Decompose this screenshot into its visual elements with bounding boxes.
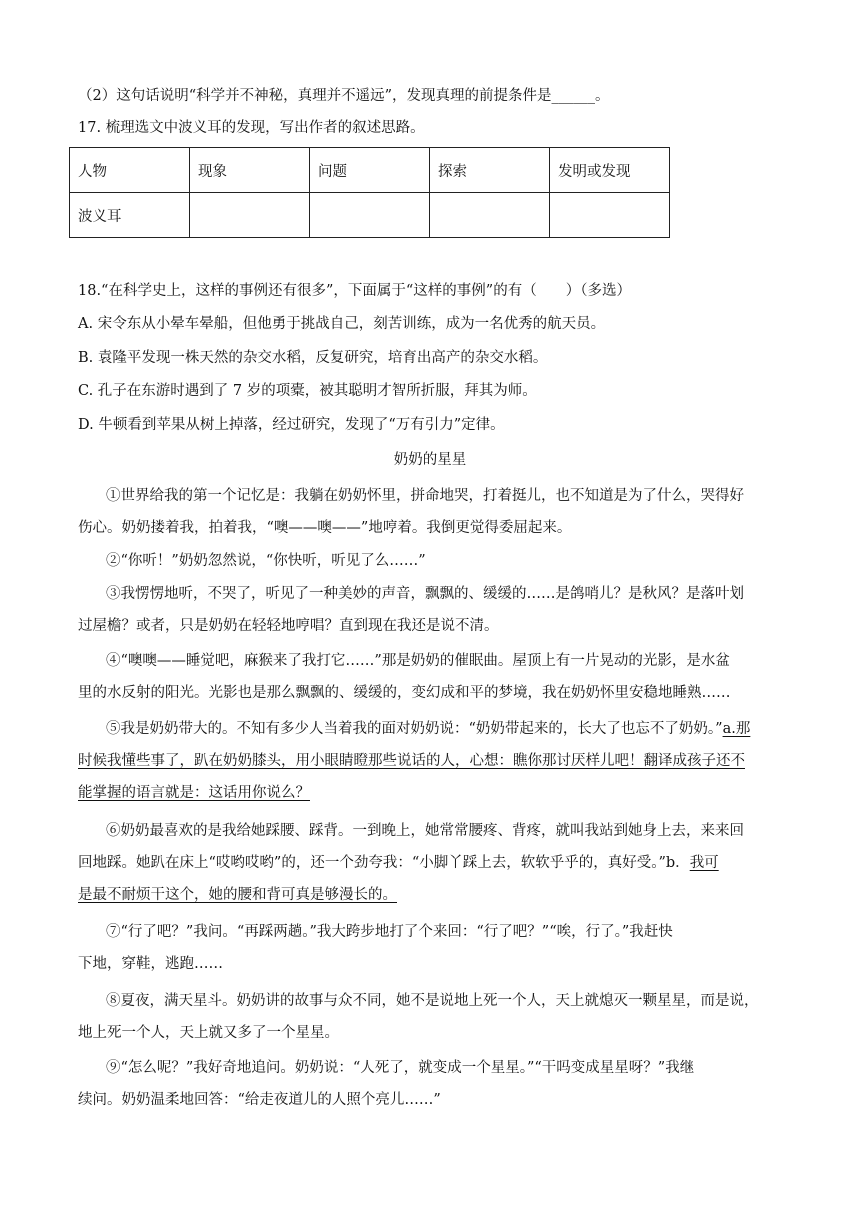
underlined-sentence-a: 时候我懂些事了，趴在奶奶膝头，用小眼睛瞪那些说话的人，心想：瞧你那讨厌样儿吧！翻译成孩子还不	[78, 753, 745, 769]
table-cell-blank[interactable]	[310, 193, 430, 238]
underlined-sentence-a-marker: a.那	[722, 721, 751, 737]
paragraph-line: ②“你听！”奶奶忽然说，“你快听，听见了么……”	[106, 553, 426, 569]
table-header-cell: 探索	[430, 148, 550, 193]
table-header-cell: 现象	[190, 148, 310, 193]
underlined-sentence-a-end: 能掌握的语言就是：这话用你说么？	[78, 785, 310, 801]
paragraph-line: 下地，穿鞋，逃跑……	[78, 956, 223, 972]
paragraph-line: ①世界给我的第一个记忆是：我躺在奶奶怀里，拼命地哭，打着挺儿，也不知道是为了什么，哭得好	[106, 488, 744, 504]
question-18-prompt: 18.“在科学史上，这样的事例还有很多”，下面属于“这样的事例”的有（ ）（多选）	[78, 283, 631, 299]
table-cell-blank[interactable]	[190, 193, 310, 238]
paragraph-line	[78, 713, 784, 745]
underlined-sentence-b: 是最不耐烦干这个，她的腰和背可真是够漫长的。	[78, 887, 397, 903]
paragraph-line: 地上死一个人，天上就又多了一个星星。	[78, 1025, 339, 1041]
table-row	[70, 193, 670, 238]
option-b: B. 袁隆平发现一株天然的杂交水稻，反复研究，培育出高产的杂交水稻。	[78, 350, 548, 366]
paragraph-1	[78, 480, 784, 544]
table-cell-blank[interactable]	[550, 193, 670, 238]
paragraph-7	[78, 916, 784, 980]
paragraph-2	[78, 545, 784, 577]
article-title: 奶奶的星星	[393, 452, 467, 468]
paragraph-9	[78, 1052, 784, 1116]
table-header-cell: 人物	[70, 148, 190, 193]
question-17-prompt: 17. 梳理选文中波义耳的发现，写出作者的叙述思路。	[78, 120, 425, 136]
paragraph-line: ⑧夏夜，满天星斗。奶奶讲的故事与众不同，她不是说地上死一个人，天上就熄灭一颗星星，而是说，	[106, 993, 759, 1009]
option-a: A. 宋令东从小晕车晕船，但他勇于挑战自己，刻苦训练，成为一名优秀的航天员。	[78, 316, 606, 332]
table-header-row	[70, 148, 670, 193]
underlined-sentence-b-start: 我可	[689, 855, 719, 871]
table-header-cell: 发明或发现	[550, 148, 670, 193]
discovery-table	[69, 147, 670, 238]
paragraph-3	[78, 578, 784, 642]
paragraph-text: 回地踩。她趴在床上“哎哟哎哟”的，还一个劲夸我：“小脚丫踩上去，软软乎乎的，真好受。”b．	[78, 855, 690, 871]
paragraph-line: ⑨“怎么呢？”我好奇地追问。奶奶说：“人死了，就变成一个星星。”“干吗变成星星呀？”我继	[106, 1060, 695, 1076]
option-d: D. 牛顿看到苹果从树上掉落，经过研究，发现了“万有引力”定律。	[78, 417, 505, 433]
paragraph-4	[78, 645, 784, 709]
paragraph-line: 里的水反射的阳光。光影也是那么飘飘的、缓缓的，变幻成和平的梦境，我在奶奶怀里安稳地睡熟……	[78, 685, 731, 701]
table-cell-blank[interactable]	[430, 193, 550, 238]
paragraph-line: ④“噢噢——睡觉吧，麻猴来了我打它……”那是奶奶的催眠曲。屋顶上有一片晃动的光影，是水盆	[106, 653, 730, 669]
paragraph-line: ⑥奶奶最喜欢的是我给她踩腰、踩背。一到晚上，她常常腰疼、背疼，就叫我站到她身上去，来来回	[106, 823, 744, 839]
table-cell-person: 波义耳	[70, 193, 190, 238]
paragraph-8	[78, 985, 784, 1049]
table-header-cell: 问题	[310, 148, 430, 193]
question-16-2: （2）这句话说明“科学并不神秘，真理并不遥远”，发现真理的前提条件是______。	[78, 88, 610, 104]
option-c: C. 孔子在东游时遇到了 7 岁的项橐，被其聪明才智所折服，拜其为师。	[78, 383, 537, 399]
paragraph-line: 续问。奶奶温柔地回答：“给走夜道儿的人照个亮儿……”	[78, 1092, 441, 1108]
paragraph-text: ⑤我是奶奶带大的。不知有多少人当着我的面对奶奶说：“奶奶带起来的，长大了也忘不了奶奶。”	[106, 721, 723, 737]
paragraph-6	[78, 815, 784, 911]
paragraph-5	[78, 713, 784, 809]
paragraph-line	[78, 847, 784, 879]
paragraph-line: 伤心。奶奶搂着我，拍着我，“噢——噢——”地哼着。我倒更觉得委屈起来。	[78, 520, 572, 536]
paragraph-line: ⑦“行了吧？”我问。“再踩两趟。”我大跨步地打了个来回：“行了吧？”“唉，行了。”我赶快	[106, 924, 673, 940]
paragraph-line: ③我愣愣地听，不哭了，听见了一种美妙的声音，飘飘的、缓缓的……是鸽哨儿？是秋风？是落叶划	[106, 586, 744, 602]
paragraph-line: 过屋檐？或者，只是奶奶在轻轻地哼唱？直到现在我还是说不清。	[78, 618, 499, 634]
